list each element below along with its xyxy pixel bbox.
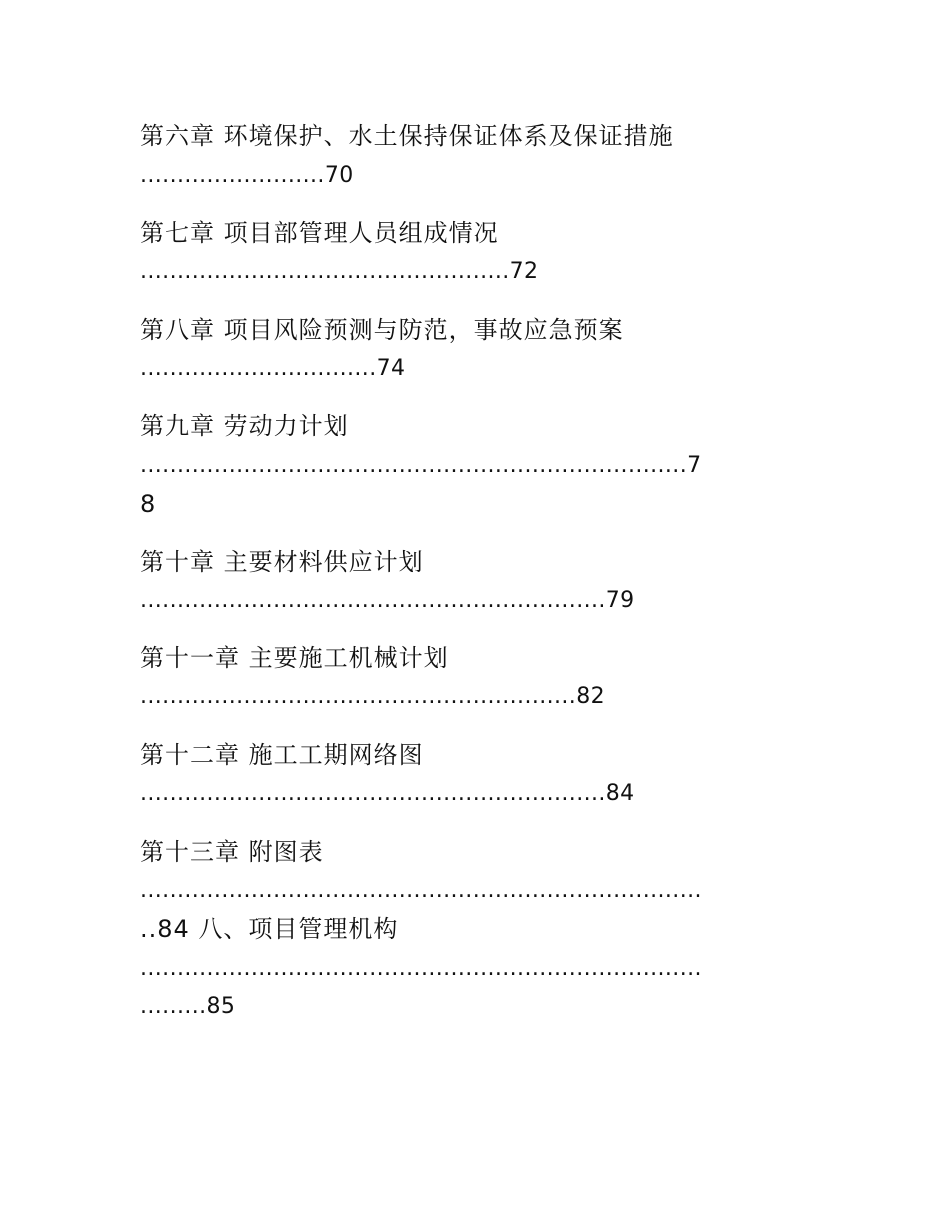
toc-chapter-9-page-cont: 8	[140, 490, 157, 518]
toc-chapter-11-page: ...........................................................82	[140, 684, 605, 709]
toc-chapter-7-page: ..................................................72	[140, 259, 539, 284]
toc-chapter-10-title: 第十章 主要材料供应计划	[140, 548, 424, 576]
toc-chapter-13-dots: ............................................................................	[140, 878, 702, 903]
toc-chapter-7-title: 第七章 项目部管理人员组成情况	[140, 219, 499, 247]
toc-chapter-12-page: ...............................................................84	[140, 781, 635, 806]
toc-chapter-8-page: ................................74	[140, 356, 406, 381]
toc-chapter-8-title: 第八章 项目风险预测与防范，事故应急预案	[140, 316, 624, 344]
toc-chapter-11-title: 第十一章 主要施工机械计划	[140, 644, 449, 672]
toc-chapter-6-page: .........................70	[140, 163, 354, 188]
toc-chapter-12-title: 第十二章 施工工期网络图	[140, 741, 424, 769]
toc-chapter-6-title: 第六章 环境保护、水土保持保证体系及保证措施	[140, 122, 674, 150]
toc-chapter-13-title: 第十三章 附图表	[140, 838, 324, 866]
toc-section-8-title: ..84 八、项目管理机构	[140, 915, 399, 943]
toc-chapter-10-page: ...............................................................79	[140, 588, 635, 613]
toc-section-8-dots: ............................................................................	[140, 956, 702, 981]
toc-chapter-9-title: 第九章 劳动力计划	[140, 412, 349, 440]
toc-chapter-9-page: ..........................................................................7	[140, 453, 702, 478]
toc-section-8-page: .........85	[140, 994, 236, 1019]
